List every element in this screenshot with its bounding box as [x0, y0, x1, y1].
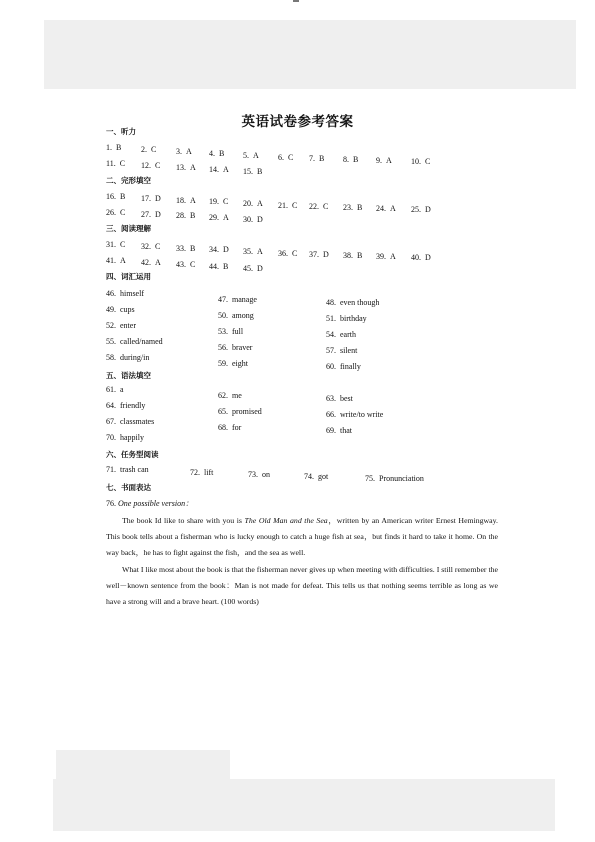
answer-value: C	[190, 260, 196, 269]
answer-value: among	[232, 311, 254, 320]
answer-item	[376, 157, 392, 165]
answer-item	[176, 245, 195, 253]
answer-value: D	[155, 210, 161, 219]
answer-item	[343, 204, 362, 212]
question-number: 3.	[176, 147, 182, 156]
question-number: 72.	[190, 468, 200, 477]
answer-item	[326, 363, 361, 371]
question-number: 24.	[376, 204, 386, 213]
question-number: 33.	[176, 244, 186, 253]
question-number: 59.	[218, 359, 228, 368]
writing-version-label: One possible version：	[118, 499, 194, 508]
question-number: 2.	[141, 145, 147, 154]
question-number: 37.	[309, 250, 319, 259]
answer-item	[209, 263, 228, 271]
question-number: 65.	[218, 407, 228, 416]
answer-value: C	[120, 208, 126, 217]
question-number: 70.	[106, 433, 116, 442]
question-number: 73.	[248, 470, 258, 479]
answer-item	[106, 257, 126, 265]
answer-item	[141, 146, 156, 154]
question-number: 52.	[106, 321, 116, 330]
answer-item	[278, 250, 297, 258]
answer-value: that	[340, 426, 352, 435]
answer-item	[218, 344, 252, 352]
answer-value: D	[323, 250, 329, 259]
answer-item	[106, 354, 149, 362]
answer-value: silent	[340, 346, 358, 355]
answer-item	[141, 259, 161, 267]
answer-value: himself	[120, 289, 144, 298]
answer-item	[106, 338, 163, 346]
question-number: 26.	[106, 208, 116, 217]
section-heading-listening: 一、听力	[106, 127, 136, 136]
answer-value: C	[288, 153, 294, 162]
answer-value: friendly	[120, 401, 146, 410]
answer-item	[326, 347, 357, 355]
question-number: 25.	[411, 205, 421, 214]
answer-item	[209, 198, 228, 206]
question-number: 20.	[243, 199, 253, 208]
answer-item	[218, 408, 262, 416]
answer-item	[209, 246, 229, 254]
answer-value: promised	[232, 407, 262, 416]
question-number: 49.	[106, 305, 116, 314]
writing-sample-label	[106, 500, 193, 508]
answer-value: A	[190, 196, 196, 205]
answer-item	[141, 211, 161, 219]
answer-value: finally	[340, 362, 361, 371]
answer-item	[209, 150, 224, 158]
answer-value: B	[357, 251, 363, 260]
answer-value: B	[257, 167, 263, 176]
answer-value: C	[120, 240, 126, 249]
answer-item	[309, 251, 329, 259]
answer-value: B	[116, 143, 122, 152]
writing-paragraph-1	[106, 513, 498, 561]
answer-item	[218, 392, 242, 400]
answer-item	[209, 214, 229, 222]
answer-value: B	[190, 244, 196, 253]
question-number: 12.	[141, 161, 151, 170]
question-number: 40.	[411, 253, 421, 262]
question-number: 36.	[278, 249, 288, 258]
answer-value: B	[219, 149, 225, 158]
answer-item	[243, 168, 262, 176]
answer-item	[326, 331, 356, 339]
answer-value: full	[232, 327, 244, 336]
answer-value: B	[190, 211, 196, 220]
answer-item	[218, 312, 254, 320]
question-number: 9.	[376, 156, 382, 165]
question-number: 15.	[243, 167, 253, 176]
answer-item	[106, 144, 121, 152]
question-number: 54.	[326, 330, 336, 339]
question-number: 62.	[218, 391, 228, 400]
answer-item	[326, 427, 352, 435]
question-number: 10.	[411, 157, 421, 166]
answer-item	[278, 154, 293, 162]
question-number: 75.	[365, 474, 375, 483]
question-number: 66.	[326, 410, 336, 419]
question-number: 56.	[218, 343, 228, 352]
question-number: 38.	[343, 251, 353, 260]
question-number: 13.	[176, 163, 186, 172]
question-number: 22.	[309, 202, 319, 211]
answer-value: eight	[232, 359, 248, 368]
writing-number: 76.	[106, 499, 116, 508]
answer-item	[243, 265, 263, 273]
answer-item	[190, 469, 213, 477]
answer-value: got	[318, 472, 329, 481]
question-number: 44.	[209, 262, 219, 271]
answer-value: B	[120, 192, 126, 201]
answer-value: cups	[120, 305, 135, 314]
section-heading-grammar: 五、语法填空	[106, 371, 151, 380]
question-number: 16.	[106, 192, 116, 201]
question-number: 67.	[106, 417, 116, 426]
question-number: 6.	[278, 153, 284, 162]
section-heading-reading: 三、阅读理解	[106, 224, 151, 233]
question-number: 71.	[106, 465, 116, 474]
answer-item	[309, 155, 324, 163]
question-number: 14.	[209, 165, 219, 174]
answer-item	[141, 162, 160, 170]
answer-value: earth	[340, 330, 356, 339]
answer-item	[326, 299, 379, 307]
question-number: 57.	[326, 346, 336, 355]
section-heading-vocabulary: 四、词汇运用	[106, 272, 151, 281]
answer-item	[411, 206, 431, 214]
answer-value: D	[425, 253, 431, 262]
answer-value: a	[120, 385, 124, 394]
answer-value: me	[232, 391, 242, 400]
question-number: 35.	[243, 247, 253, 256]
writing-paragraph-2: What I like most about the book is that the fisherman never gives up when meeting with difficulties. I still remember the well－known sentence from the book：Man is not made for defeat. This tells us that nothing seems terrible as long as we have a strong will and a brave heart. (100 words)	[106, 565, 498, 606]
question-number: 63.	[326, 394, 336, 403]
answer-item	[106, 434, 144, 442]
question-number: 7.	[309, 154, 315, 163]
answer-item	[106, 402, 145, 410]
answer-item	[106, 418, 154, 426]
answer-value: called/named	[120, 337, 163, 346]
answer-value: A	[223, 213, 229, 222]
answer-item	[343, 252, 362, 260]
answer-item	[106, 290, 144, 298]
question-number: 50.	[218, 311, 228, 320]
question-number: 18.	[176, 196, 186, 205]
question-number: 32.	[141, 242, 151, 251]
answer-value: A	[186, 147, 192, 156]
paragraph-1-text-b: ，written by an American writer Ernest Hemingway. This book tells about a fisherman who is lucky enough to catch a huge fish at sea，but finds it hard to take it home. On the way back，he has to fight against the fish，and the sea as well.	[106, 516, 498, 557]
question-number: 17.	[141, 194, 151, 203]
answer-value: on	[262, 470, 270, 479]
question-number: 48.	[326, 298, 336, 307]
answer-value: A	[257, 247, 263, 256]
question-number: 69.	[326, 426, 336, 435]
answer-value: A	[253, 151, 259, 160]
question-number: 29.	[209, 213, 219, 222]
question-number: 61.	[106, 385, 116, 394]
answer-value: A	[257, 199, 263, 208]
answer-value: D	[223, 245, 229, 254]
question-number: 34.	[209, 245, 219, 254]
answer-value: best	[340, 394, 353, 403]
answer-item	[248, 471, 270, 479]
answer-item	[176, 197, 196, 205]
answer-value: A	[155, 258, 161, 267]
answer-item	[365, 475, 424, 483]
answer-value: write/to write	[340, 410, 384, 419]
answer-value: happily	[120, 433, 144, 442]
answer-item	[106, 241, 125, 249]
answer-item	[218, 296, 257, 304]
answer-item	[106, 193, 125, 201]
question-number: 28.	[176, 211, 186, 220]
answer-item	[243, 216, 263, 224]
question-number: 5.	[243, 151, 249, 160]
answer-value: birthday	[340, 314, 367, 323]
question-number: 45.	[243, 264, 253, 273]
answer-value: B	[319, 154, 325, 163]
answer-value: C	[155, 161, 161, 170]
answer-value: A	[120, 256, 126, 265]
section-heading-task-reading: 六、任务型阅读	[106, 450, 159, 459]
answer-item	[218, 360, 248, 368]
answer-value: B	[353, 155, 359, 164]
answer-item	[411, 254, 431, 262]
answer-value: trash can	[120, 465, 149, 474]
question-number: 74.	[304, 472, 314, 481]
question-number: 42.	[141, 258, 151, 267]
answer-item	[106, 322, 136, 330]
answer-value: D	[425, 205, 431, 214]
question-number: 47.	[218, 295, 228, 304]
answer-value: C	[292, 201, 298, 210]
answer-item	[218, 328, 243, 336]
answer-value: D	[257, 264, 263, 273]
question-number: 8.	[343, 155, 349, 164]
answer-value: D	[257, 215, 263, 224]
answer-item	[243, 200, 263, 208]
answer-item	[106, 466, 149, 474]
question-number: 27.	[141, 210, 151, 219]
question-number: 21.	[278, 201, 288, 210]
question-number: 31.	[106, 240, 116, 249]
answer-item	[376, 205, 396, 213]
answer-item	[376, 253, 396, 261]
answer-item	[343, 156, 358, 164]
answer-value: A	[390, 204, 396, 213]
answer-item	[141, 195, 161, 203]
answer-value: Pronunciation	[379, 474, 424, 483]
answer-value: even though	[340, 298, 380, 307]
question-number: 11.	[106, 159, 116, 168]
answer-item	[106, 306, 135, 314]
answer-item	[106, 160, 125, 168]
answer-value: C	[323, 202, 329, 211]
answer-value: classmates	[120, 417, 155, 426]
question-number: 55.	[106, 337, 116, 346]
answer-value: C	[155, 242, 161, 251]
section-heading-writing: 七、书面表达	[106, 483, 151, 492]
page-title: 英语试卷参考答案	[241, 114, 354, 130]
answer-value: A	[390, 252, 396, 261]
question-number: 60.	[326, 362, 336, 371]
section-heading-cloze: 二、完形填空	[106, 176, 151, 185]
question-number: 19.	[209, 197, 219, 206]
answer-value: A	[190, 163, 196, 172]
answer-value: lift	[204, 468, 214, 477]
answer-value: A	[223, 165, 229, 174]
answer-item	[141, 243, 160, 251]
question-number: 51.	[326, 314, 336, 323]
answer-value: C	[223, 197, 229, 206]
answer-value: C	[292, 249, 298, 258]
question-number: 68.	[218, 423, 228, 432]
answer-value: B	[357, 203, 363, 212]
question-number: 1.	[106, 143, 112, 152]
question-number: 39.	[376, 252, 386, 261]
answer-item	[326, 411, 383, 419]
answer-item	[209, 166, 229, 174]
question-number: 58.	[106, 353, 116, 362]
answer-item	[176, 148, 192, 156]
question-number: 64.	[106, 401, 116, 410]
question-number: 46.	[106, 289, 116, 298]
answer-item	[411, 158, 430, 166]
answer-item	[218, 424, 241, 432]
answer-item	[243, 248, 263, 256]
answer-item	[106, 209, 125, 217]
answer-item	[176, 212, 195, 220]
answer-item	[304, 473, 328, 481]
answer-value: B	[223, 262, 229, 271]
answer-value: C	[119, 159, 126, 168]
answer-item	[326, 395, 353, 403]
question-number: 43.	[176, 260, 186, 269]
question-number: 4.	[209, 149, 215, 158]
answer-item	[278, 202, 297, 210]
question-number: 23.	[343, 203, 353, 212]
book-title: The Old Man and the Sea	[244, 516, 328, 525]
answer-item	[176, 261, 195, 269]
answer-value: for	[232, 423, 242, 432]
answer-value: D	[155, 194, 161, 203]
answer-value: C	[425, 157, 431, 166]
paragraph-1-text-a: The book Id like to share with you is	[122, 516, 245, 525]
answer-item	[176, 164, 196, 172]
question-number: 41.	[106, 256, 116, 265]
answer-item	[326, 315, 367, 323]
answer-value: C	[151, 145, 157, 154]
answer-value: manage	[232, 295, 257, 304]
answer-value: enter	[120, 321, 136, 330]
question-number: 53.	[218, 327, 228, 336]
question-number: 30.	[243, 215, 253, 224]
answer-item	[243, 152, 259, 160]
answer-value: braver	[232, 343, 253, 352]
answer-item	[106, 386, 124, 394]
answer-item	[309, 203, 328, 211]
answer-value: A	[386, 156, 392, 165]
answer-value: during/in	[120, 353, 150, 362]
